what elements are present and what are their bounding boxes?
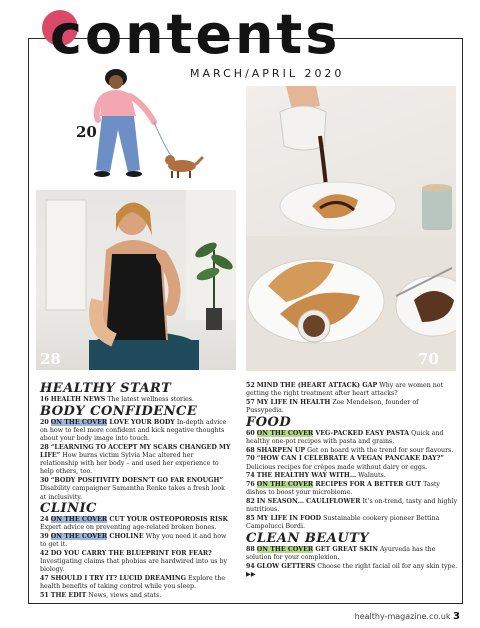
photo-woman-swimsuit [36,190,236,370]
page-number-label: 70 [418,350,439,368]
page-title: contents [50,3,341,66]
contents-entry: 88 ON THE COVER GET GREAT SKIN Ayurveda has the solution for your complexion. [246,545,436,561]
contents-entry: 85 MY LIFE IN FOOD Sustainable cookery pioneer Bettina Campolucci Bordi. [246,514,440,531]
contents-entry: 16 HEALTH NEWS The latest wellness stories. [40,396,195,403]
contents-entry: 82 IN SEASON… CAULIFLOWER It’s on-trend, tasty and highly nutritious. [246,497,458,514]
contents-entry: 74 THE HEALTHY WAY WITH… Walnuts. [246,472,386,480]
contents-entry: 76 ON THE COVER RECIPES FOR A BETTER GUT Tasty dishes to boost your microbiome. [246,481,440,497]
contents-entry: 70 “HOW CAN I CELEBRATE A VEGAN PANCAKE DAY?” Delicious recipes for crêpes made without dairy or eggs. [246,455,444,471]
contents-entry: 47 SHOULD I TRY IT? LUCID DREAMING Explore the health benefits of taking control while you sleep. [40,575,226,591]
section-title: HEALTHY START [40,381,172,396]
page-footer [355,611,460,622]
contents-entry: 42 DO YOU CARRY THE BLUEPRINT FOR FEAR? Investigating claims that phobias are hardwired into us by biology. [40,550,228,574]
contents-entry: 94 GLOW GETTERS Choose the right facial oil for any skin type. ▶▶ [246,562,458,578]
section-title: CLEAN BEAUTY [246,530,370,546]
contents-column-left [40,382,232,601]
arrow-icon: ▶▶ [246,570,256,578]
contents-entry: 60 ON THE COVER VEG-PACKED EASY PASTA Quick and healthy one-pot recipes with pasta and grains. [246,429,444,446]
contents-entry: 39 ON THE COVER CHOLINE Why you need it and how to get it. [40,533,227,549]
section-title: CLINIC [40,501,97,517]
folio-page-number: 3 [453,611,460,622]
contents-entry: 30 “BODY POSITIVITY DOESN’T GO FAR ENOUGH” Disability campaigner Samantha Renke takes a fresh look at inclusivity. [40,477,225,501]
section-title: BODY CONFIDENCE [40,403,198,419]
contents-entry: 51 THE EDIT News, views and stats. [40,592,162,600]
contents-entry: 57 MY LIFE IN HEALTH Zoe Mendelson, founder of Pussypedia. [246,398,419,415]
contents-entry: 24 ON THE COVER CUT YOUR OSTEOPOROSIS RISK Expert advice on preventing age-related broken bones. [40,516,228,532]
page-number-label: 20 [76,123,97,141]
contents-column-right [246,382,458,580]
contents-entry: 20 ON THE COVER LOVE YOUR BODY In-depth advice on how to feel more confident and kick negative thoughts about your body image into touch. [40,418,227,443]
photo-pancakes-food [246,86,456,371]
page-number-label: 28 [40,350,61,368]
illustration-woman-walking-dog [78,60,208,190]
issue-date: MARCH/APRIL 2020 [190,67,345,80]
site-url: healthy-magazine.co.uk [354,612,451,621]
contents-entry: 52 MIND THE (HEART ATTACK) GAP Why are women not getting the right treatment after heart attacks? [246,382,444,398]
contents-entry: 68 SHARPEN UP Get on board with the trend for sour flavours. [246,446,454,454]
contents-entry: 28 “LEARNING TO ACCEPT MY SCARS CHANGED MY LIFE” How burns victim Sylvia Mac altered her relationship with her body – and used her experience to help others, too. [40,443,231,476]
section-title: FOOD [246,414,292,430]
